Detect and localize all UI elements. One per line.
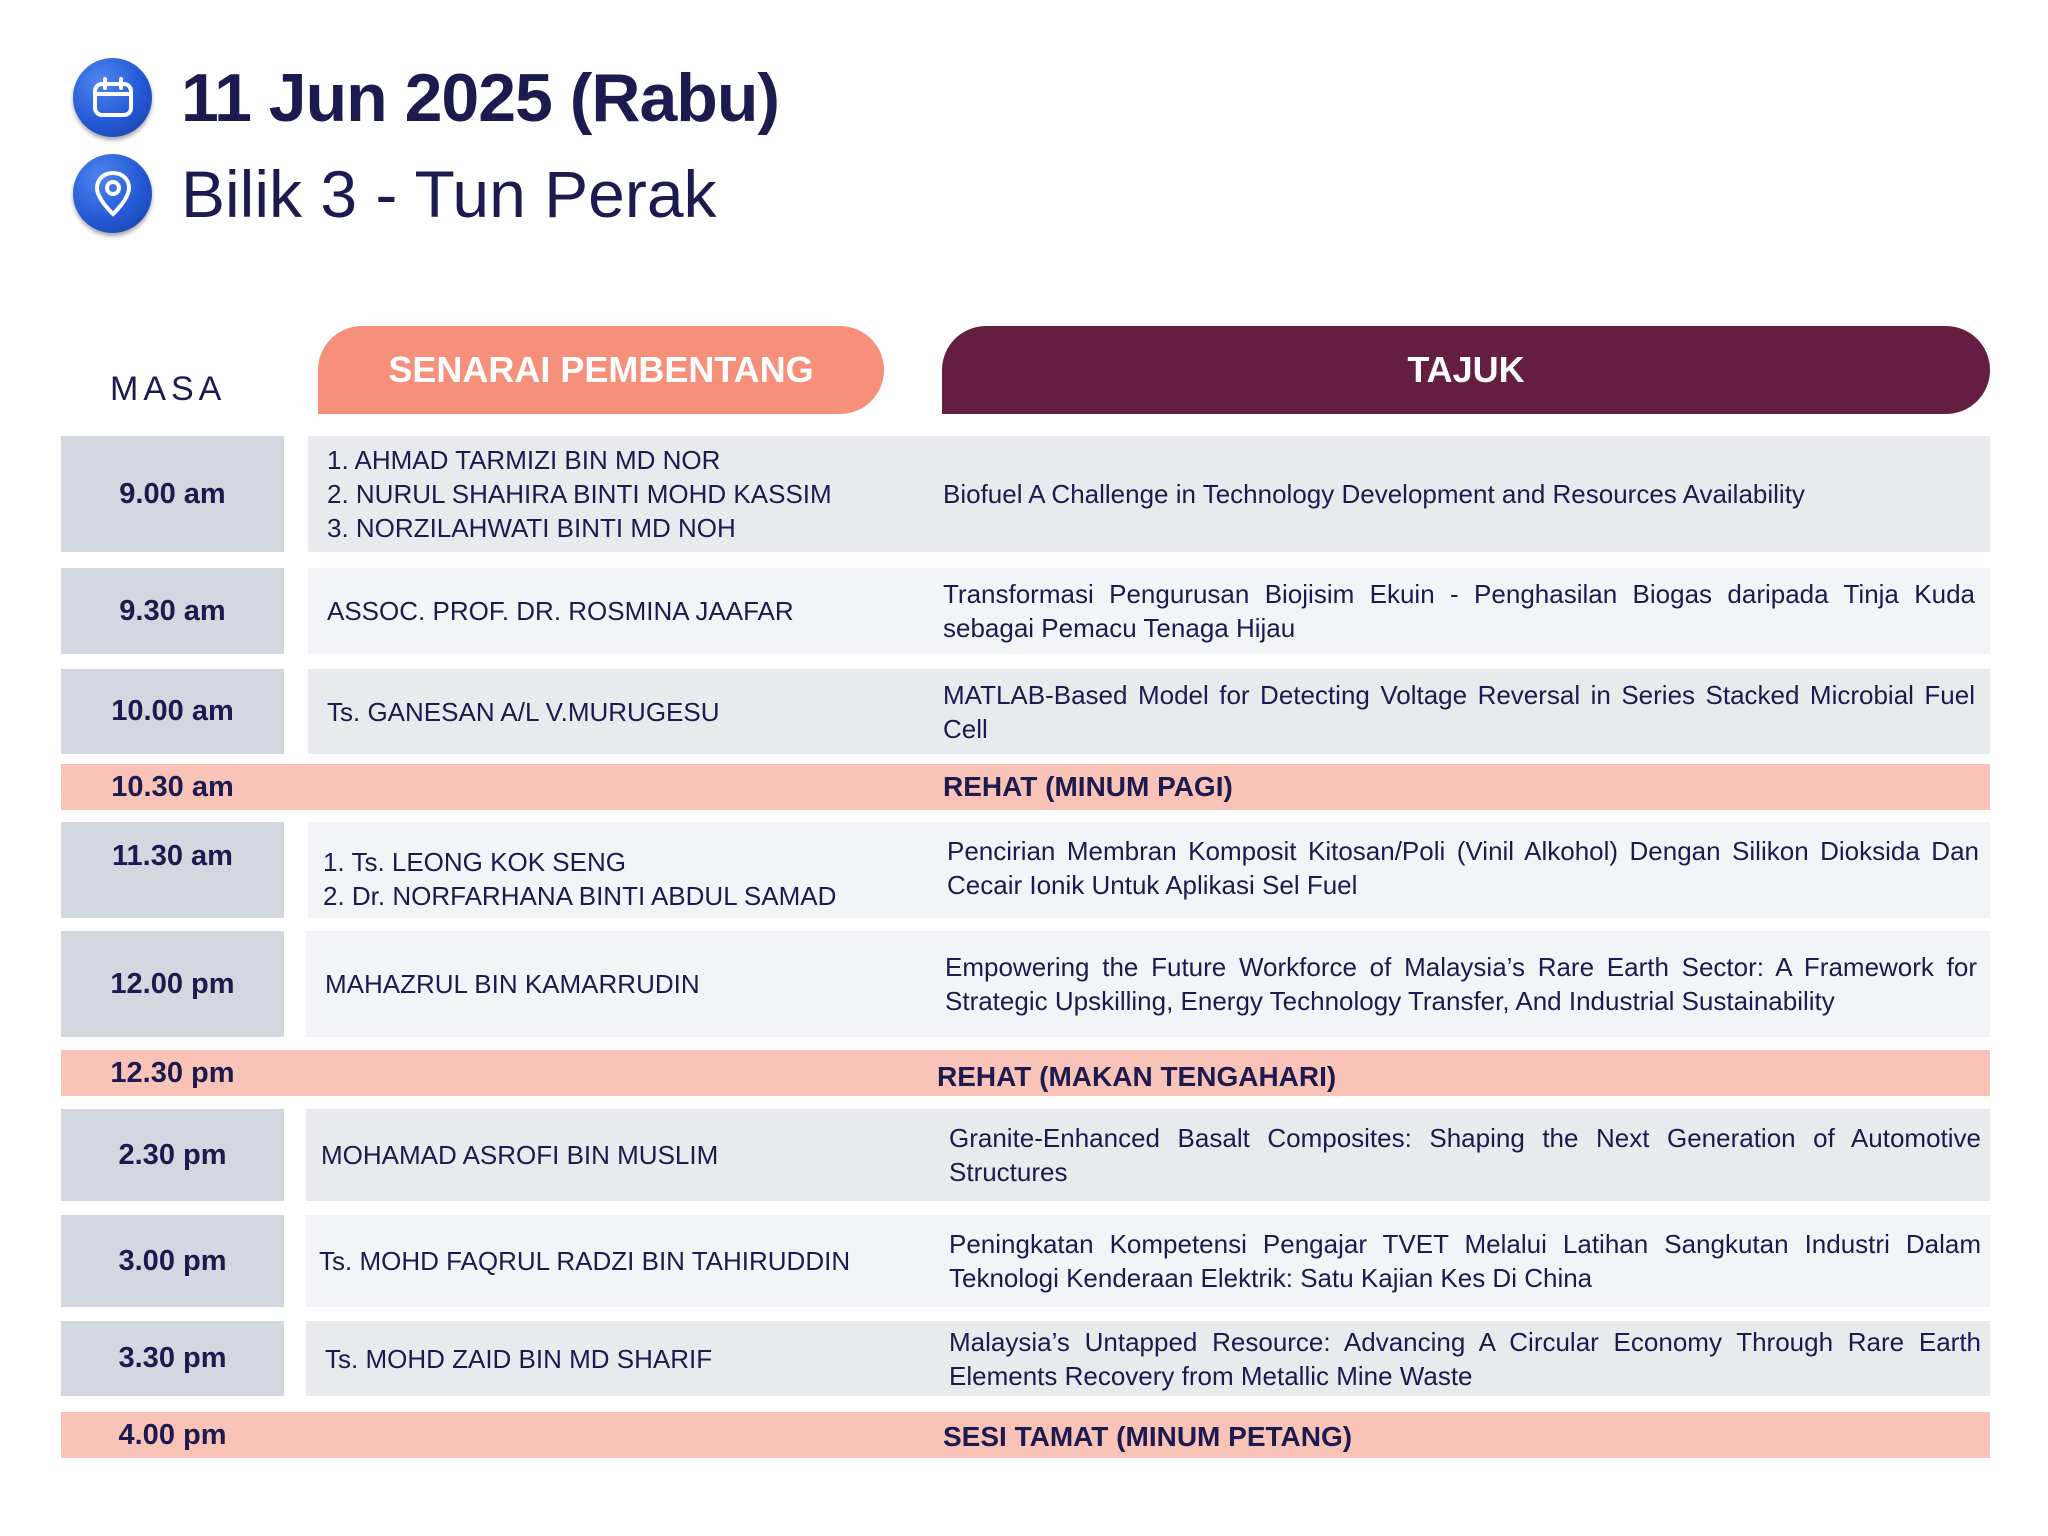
session-title-text: MATLAB-Based Model for Detecting Voltage Reversal in Series Stacked Microbial Fuel Cell: [943, 679, 1975, 744]
speaker-list: [325, 1321, 955, 1396]
speaker-name: Ts. MOHD ZAID BIN MD SHARIF: [325, 1343, 713, 1374]
speaker-name: Ts. GANESAN A/L V.MURUGESU: [327, 696, 720, 727]
speaker-list: [321, 1109, 951, 1201]
session-title: [947, 822, 1979, 918]
calendar-icon: [73, 58, 152, 137]
speaker-list: [327, 669, 957, 754]
schedule-row: [61, 931, 1990, 1037]
room-name: Bilik 3 - Tun Perak: [181, 156, 717, 231]
schedule-row: [61, 669, 1990, 754]
break-time: 4.00 pm: [118, 1418, 227, 1451]
column-header-speakers: SENARAI PEMBENTANG: [318, 326, 884, 414]
schedule-row: [61, 568, 1990, 654]
speaker-name: ASSOC. PROF. DR. ROSMINA JAAFAR: [327, 596, 794, 626]
schedule-row: [61, 1109, 1990, 1201]
speaker-list: [327, 568, 957, 654]
session-title: [943, 568, 1975, 654]
break-row: [61, 1050, 1990, 1096]
column-header-time: MASA: [110, 370, 227, 408]
location-pin-icon: [73, 154, 152, 233]
column-header-title: TAJUK: [942, 326, 1990, 414]
session-title: [943, 669, 1975, 754]
speaker-name: 3. NORZILAHWATI BINTI MD NOH: [327, 513, 736, 543]
break-label: REHAT (MINUM PAGI): [943, 771, 1233, 802]
speaker-name: 1. AHMAD TARMIZI BIN MD NOR: [327, 445, 721, 475]
session-time: 9.00 am: [61, 436, 284, 552]
session-title: [949, 1215, 1981, 1307]
break-row: [61, 764, 1990, 810]
speaker-name: MAHAZRUL BIN KAMARRUDIN: [325, 969, 700, 999]
session-time: 9.30 am: [61, 568, 284, 654]
date-header: [73, 58, 779, 137]
room-header: [73, 154, 717, 233]
schedule-row: [61, 1321, 1990, 1396]
speaker-list: [319, 1215, 949, 1307]
session-time: 2.30 pm: [61, 1109, 284, 1201]
schedule-row: [61, 822, 1990, 918]
session-title: [949, 1109, 1981, 1201]
break-time: 10.30 am: [111, 770, 234, 803]
session-time: 3.00 pm: [61, 1215, 284, 1307]
session-time: 12.00 pm: [61, 931, 284, 1037]
session-title-text: Peningkatan Kompetensi Pengajar TVET Melalui Latihan Sangkutan Industri Dalam Teknologi Kenderaan Elektrik: Satu Kajian Kes Di China: [949, 1229, 1981, 1293]
session-title: [943, 436, 1975, 552]
speaker-name: 1. Ts. LEONG KOK SENG: [323, 847, 626, 877]
speaker-list: [327, 436, 957, 552]
session-time: 11.30 am: [61, 822, 284, 918]
speaker-list: [325, 931, 955, 1037]
break-label: SESI TAMAT (MINUM PETANG): [943, 1421, 1353, 1452]
session-title-text: Biofuel A Challenge in Technology Development and Resources Availability: [943, 479, 1805, 509]
schedule-row: [61, 436, 1990, 552]
speaker-name: 2. Dr. NORFARHANA BINTI ABDUL SAMAD: [323, 881, 837, 911]
speaker-name: Ts. MOHD FAQRUL RADZI BIN TAHIRUDDIN: [319, 1246, 851, 1276]
session-title-text: Malaysia’s Untapped Resource: Advancing A Circular Economy Through Rare Earth Elements Recovery from Metallic Mine Waste: [949, 1326, 1981, 1391]
session-title-text: Transformasi Pengurusan Biojisim Ekuin - Penghasilan Biogas daripada Tinja Kuda sebagai Pemacu Tenaga Hijau: [943, 579, 1975, 643]
schedule-row: [61, 1215, 1990, 1307]
break-label: REHAT (MAKAN TENGAHARI): [937, 1061, 1337, 1092]
session-time: 3.30 pm: [61, 1321, 284, 1396]
speaker-name: MOHAMAD ASROFI BIN MUSLIM: [321, 1140, 719, 1170]
session-title-text: Pencirian Membran Komposit Kitosan/Poli (Vinil Alkohol) Dengan Silikon Dioksida Dan Cecair Ionik Untuk Aplikasi Sel Fuel: [947, 836, 1979, 900]
speaker-list: [323, 822, 953, 918]
session-title-text: Granite-Enhanced Basalt Composites: Shaping the Next Generation of Automotive Structures: [949, 1123, 1981, 1187]
session-title-text: Empowering the Future Workforce of Malaysia’s Rare Earth Sector: A Framework for Strategic Upskilling, Energy Technology Transfer, And Industrial Sustainability: [945, 952, 1977, 1016]
break-time: 12.30 pm: [110, 1056, 235, 1089]
event-date: 11 Jun 2025 (Rabu): [181, 59, 780, 136]
break-row: [61, 1412, 1990, 1458]
session-time: 10.00 am: [61, 669, 284, 754]
speaker-name: 2. NURUL SHAHIRA BINTI MOHD KASSIM: [327, 479, 832, 509]
session-title: [945, 931, 1977, 1037]
session-title: [949, 1321, 1981, 1396]
